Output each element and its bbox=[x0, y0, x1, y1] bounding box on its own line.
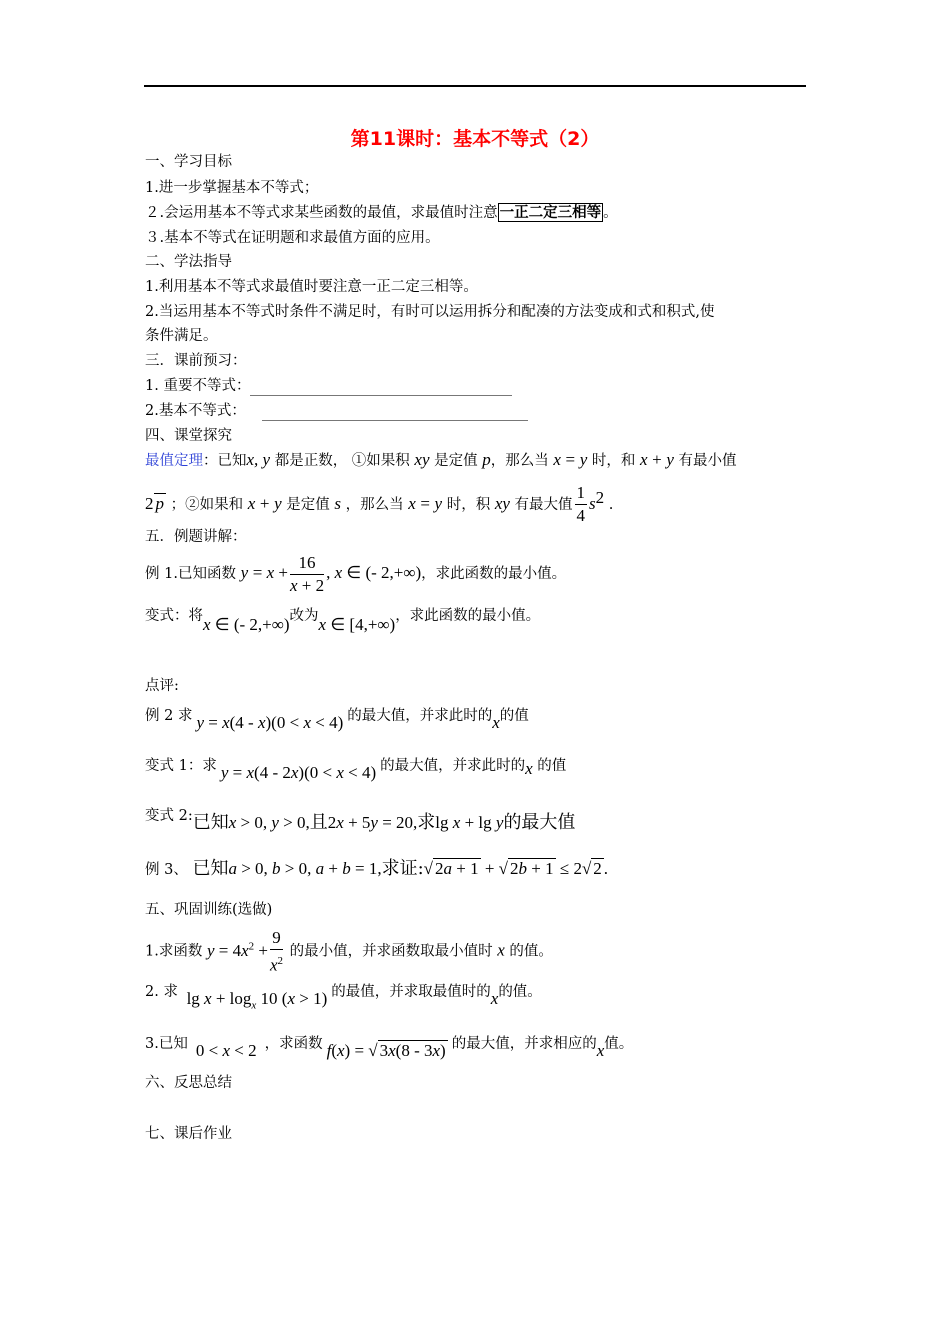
variant-2-1: 变式 1：求 y = x(4 - 2x)(0 < x < 4) 的最大值，并求此时的x 的值 bbox=[145, 758, 567, 782]
section-heading-reflection: 六、反思总结 bbox=[145, 1075, 232, 1091]
example-2-end: 的值 bbox=[499, 708, 529, 724]
theorem-text-j: 时，积 bbox=[446, 496, 491, 513]
theorem-label: 最值定理 bbox=[145, 453, 203, 469]
practice-3-mid2: 的最大值，并求相应的 bbox=[451, 1036, 597, 1052]
variant-2-1-label: 变式 1：求 bbox=[145, 758, 217, 774]
review-label: 点评: bbox=[145, 678, 179, 694]
answer-blank-1[interactable] bbox=[250, 381, 512, 396]
variant-2-2-c: 求 bbox=[417, 812, 436, 833]
theorem-end: . bbox=[608, 496, 614, 513]
preview-item-1 bbox=[145, 376, 512, 396]
section-heading-method: 二、学法指导 bbox=[145, 254, 232, 270]
theorem-text-k: 有最大值 bbox=[514, 496, 573, 513]
method-item-1: 1.利用基本不等式求最值时要注意一正二定三相等。 bbox=[145, 279, 478, 295]
example-1-end: ，求此函数的最小值。 bbox=[421, 566, 567, 582]
variant-2-1-mid: 的最大值，并求此时的 bbox=[380, 758, 526, 774]
theorem-text-b: 都是正数， ①如果积 bbox=[274, 453, 410, 469]
practice-2-label: 2. 求 bbox=[145, 984, 178, 1000]
goal-item-3: ３.基本不等式在证明题和求最值方面的应用。 bbox=[145, 230, 440, 246]
theorem-text-a: ：已知 bbox=[203, 453, 247, 469]
example-3-label: 例 3、 bbox=[145, 862, 188, 878]
practice-1: 1.求函数 $y = 4x^2$ + $\frac{9}{x^2}$ 的最小值，并求函数取最小值时 x 的值。 bbox=[145, 927, 553, 975]
practice-2-mid: 的最值，并求取最值时的 bbox=[331, 984, 491, 1000]
answer-blank-2[interactable] bbox=[262, 406, 528, 421]
goal-item-2-text: ２.会运用基本不等式求某些函数的最值，求最值时注意 bbox=[145, 205, 498, 221]
section-heading-homework: 七、课后作业 bbox=[145, 1126, 232, 1142]
practice-3: 3.已知 0 < x < 2 ，求函数 f(x) = √ 3x(8 - 3x) 的最大值，并求相应的x值。 bbox=[145, 1036, 634, 1060]
example-2-label: 例 2 求 bbox=[145, 708, 193, 724]
preview-item-1-label: 1. 重要不等式： bbox=[145, 378, 251, 394]
theorem-line-1: 最值定理：已知x, y 都是正数， ①如果积 xy 是定值 p，那么当 x = y 时，和 x + y 有最小值 bbox=[145, 450, 737, 469]
practice-2-end: 的值。 bbox=[498, 984, 542, 1000]
method-item-2-cont: 条件满足。 bbox=[145, 328, 218, 344]
variant-2-1-end: 的值 bbox=[537, 758, 567, 774]
section-heading-explore: 四、课堂探究 bbox=[145, 428, 232, 444]
theorem-text-f: 有最小值 bbox=[678, 453, 737, 469]
goal-item-2-end: 。 bbox=[603, 205, 618, 221]
section-heading-examples: 五．例题讲解： bbox=[145, 529, 247, 545]
fraction-quarter: $\frac{1}{4}$ bbox=[576, 483, 586, 526]
example-2-mid: 的最大值，并求此时的 bbox=[347, 708, 493, 724]
fraction-16: $\frac{16}{x + 2}$ bbox=[289, 552, 325, 595]
example-3-a: 已知 bbox=[192, 858, 229, 879]
practice-1-end: 的值。 bbox=[509, 943, 553, 960]
theorem-text-e: 时，和 bbox=[591, 453, 636, 469]
practice-3-label: 3.已知 bbox=[145, 1036, 188, 1052]
practice-2: 2. 求 $\lg x + \log_x 10$ (x > 1) 的最值，并求取最值时的x的值。 bbox=[145, 984, 542, 1012]
theorem-line-2: 2 p ；②如果和 x + y 是定值 s ，那么当 x = y 时，积 xy 有最大值 $\frac{1}{4}$ $s^2$ . bbox=[145, 483, 614, 526]
goal-item-2 bbox=[145, 203, 618, 223]
goal-item-1: 1.进一步掌握基本不等式； bbox=[145, 180, 319, 196]
example-3-b: 求证: bbox=[381, 858, 424, 879]
variant-2-2-b: 且 bbox=[309, 812, 328, 833]
theorem-text-d: ，那么当 bbox=[490, 453, 549, 469]
practice-1-mid: 的最小值，并求函数取最小值时 bbox=[289, 943, 493, 960]
practice-3-mid: ，求函数 bbox=[264, 1036, 323, 1052]
example-1: 例 1.已知函数 y = x + $\frac{16}{x + 2}$ , x ∈ (- 2,+∞)，求此函数的最小值。 bbox=[145, 552, 567, 595]
example-2: 例 2 求 y = x(4 - x)(0 < x < 4) 的最大值，并求此时的x的值 bbox=[145, 708, 529, 732]
variant-2-2-label: 变式 2: bbox=[145, 808, 193, 824]
variant-1-label: 变式：将 bbox=[145, 608, 203, 624]
section-heading-practice: 五、巩固训练(选做) bbox=[145, 902, 273, 918]
preview-item-2-label: 2.基本不等式： bbox=[145, 403, 246, 419]
theorem-text-c: 是定值 bbox=[434, 453, 478, 469]
example-3: 例 3、 已知a > 0, b > 0, a + b = 1,求证:√ 2a + 1 + √ 2b + 1 ≤ 2√ 2 . bbox=[145, 858, 609, 879]
variant-1-mid: 改为 bbox=[289, 608, 319, 624]
page-title: 第11课时：基本不等式（2） bbox=[350, 128, 600, 150]
theorem-text-i: ，那么当 bbox=[345, 496, 404, 513]
preview-item-2 bbox=[145, 401, 528, 421]
variant-2-2-a: 已知 bbox=[192, 812, 229, 833]
theorem-text-g: ；②如果和 bbox=[170, 496, 244, 513]
example-1-label: 例 1.已知函数 bbox=[145, 566, 236, 582]
section-heading-goals: 一、学习目标 bbox=[145, 154, 232, 170]
method-item-2: 2.当运用基本不等式时条件不满足时，有时可以运用拆分和配凑的方法变成和式和积式,使 bbox=[145, 304, 715, 320]
variant-2-2: 变式 2:已知x > 0, y > 0,且2x + 5y = 20,求lg x + lg y的最大值 bbox=[145, 808, 576, 833]
variant-2-2-d: 的最大值 bbox=[503, 812, 576, 833]
section-heading-preview: 三．课前预习： bbox=[145, 353, 247, 369]
header-rule bbox=[144, 85, 806, 87]
fraction-9: $\frac{9}{x^2}$ bbox=[269, 927, 284, 975]
highlight-box: 一正二定三相等 bbox=[499, 204, 602, 221]
variant-1: 变式：将x ∈ (- 2,+∞)改为x ∈ [4,+∞)，求此函数的最小值。 bbox=[145, 608, 541, 634]
practice-1-label: 1.求函数 bbox=[145, 943, 203, 960]
theorem-text-h: 是定值 bbox=[286, 496, 330, 513]
variant-1-end: ，求此函数的最小值。 bbox=[395, 608, 541, 624]
practice-3-end: 值。 bbox=[604, 1036, 634, 1052]
